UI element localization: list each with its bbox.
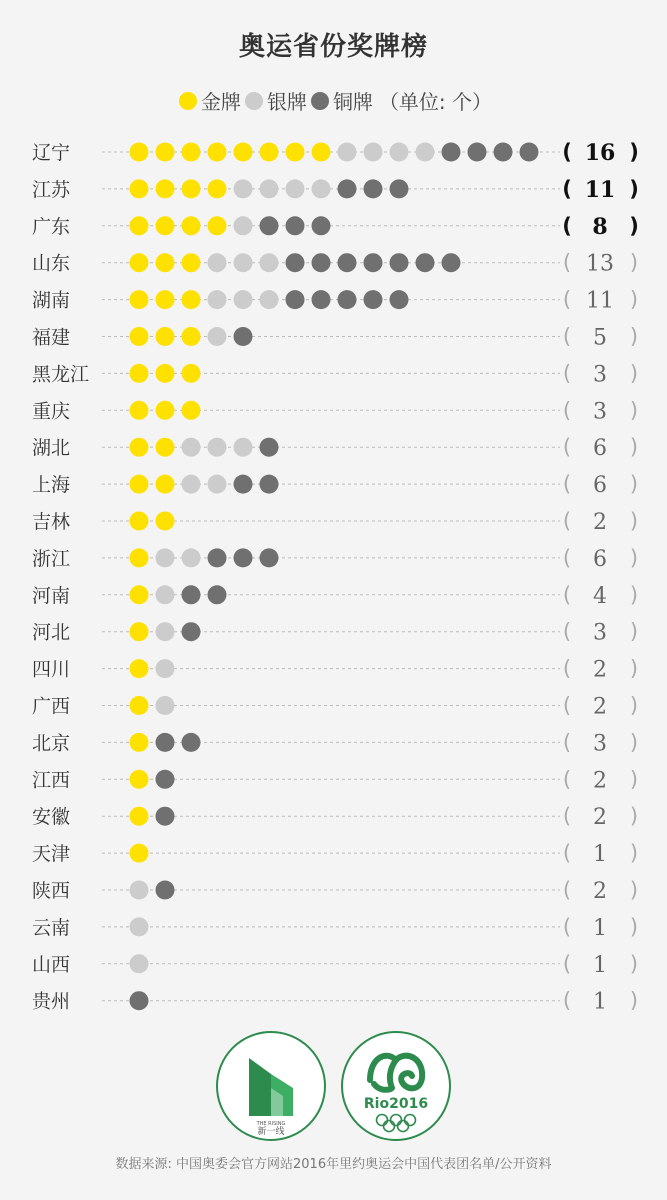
bronze-medal-dot	[286, 253, 305, 272]
silver-medal-dot	[130, 917, 149, 936]
chart-row	[32, 767, 638, 793]
paren-right: )	[629, 582, 639, 607]
chart-row	[32, 694, 638, 720]
gold-medal-dot	[156, 512, 175, 531]
paren-right: )	[629, 398, 639, 423]
legend	[0, 86, 667, 115]
bronze-medal-dot	[156, 881, 175, 900]
total-value: 6	[593, 546, 607, 572]
total-value: 3	[593, 731, 607, 757]
silver-medal-dot	[182, 475, 201, 494]
total-value: 2	[593, 657, 607, 683]
total-value: 2	[593, 768, 607, 794]
bronze-medal-dot	[182, 585, 201, 604]
chart-row	[32, 878, 638, 904]
gold-medal-dot	[182, 401, 201, 420]
gold-medal-dot	[130, 622, 149, 641]
bronze-medal-dot	[234, 327, 253, 346]
paren-left: (	[562, 250, 572, 275]
province-label: 浙江	[32, 547, 71, 570]
province-label: 山西	[32, 953, 71, 976]
gold-medal-dot	[312, 143, 331, 162]
paren-left: (	[562, 878, 572, 902]
paren-right: )	[629, 619, 639, 644]
paren-right: )	[629, 545, 639, 570]
gold-medal-dot	[130, 844, 149, 863]
silver-medal-dot	[208, 475, 227, 494]
province-label: 重庆	[32, 400, 71, 423]
bronze-medal-dot	[442, 253, 461, 272]
paren-right: )	[629, 140, 639, 164]
silver-medal-dot	[208, 438, 227, 457]
chart-row	[32, 509, 638, 535]
province-label: 上海	[32, 474, 71, 497]
total-value: 8	[592, 213, 608, 240]
silver-medal-dot	[286, 179, 305, 198]
total-value: 1	[593, 915, 607, 941]
bronze-medal-dot	[260, 548, 279, 567]
gold-medal-dot	[130, 696, 149, 715]
xinyixian-en: THE RISING	[256, 1121, 286, 1127]
silver-medal-dot	[234, 179, 253, 198]
silver-medal-dot	[156, 622, 175, 641]
paren-right: )	[629, 951, 639, 976]
total-value: 1	[593, 842, 607, 868]
silver-medal-dot	[234, 290, 253, 309]
legend-gold-label: 金牌	[200, 90, 241, 114]
gold-medal-dot	[182, 364, 201, 383]
chart-row	[32, 989, 638, 1015]
rio2016-logo	[340, 1030, 452, 1146]
total-value: 4	[593, 583, 607, 609]
bronze-medal-dot	[208, 585, 227, 604]
paren-right: )	[629, 693, 639, 718]
chart-row	[32, 915, 638, 941]
province-label: 河北	[32, 621, 71, 644]
total-value: 6	[593, 436, 607, 462]
province-label: 北京	[32, 732, 71, 755]
xinyixian-logo-graphic	[215, 1030, 327, 1142]
paren-right: )	[629, 509, 639, 533]
silver-medal-dot	[260, 253, 279, 272]
silver-medal-dot	[156, 696, 175, 715]
gold-medal-dot	[130, 327, 149, 346]
paren-left: (	[562, 213, 572, 238]
silver-swatch	[245, 92, 263, 110]
chart-row	[32, 325, 638, 351]
bronze-medal-dot	[286, 290, 305, 309]
gold-medal-dot	[156, 143, 175, 162]
chart-row	[32, 546, 638, 572]
bronze-medal-dot	[338, 179, 357, 198]
province-label: 山东	[32, 252, 71, 275]
bronze-medal-dot	[182, 733, 201, 752]
gold-medal-dot	[182, 290, 201, 309]
bronze-medal-dot	[156, 770, 175, 789]
gold-medal-dot	[130, 548, 149, 567]
chart-row	[32, 251, 638, 277]
bronze-medal-dot	[234, 548, 253, 567]
province-label: 贵州	[32, 990, 71, 1013]
silver-medal-dot	[234, 438, 253, 457]
bronze-medal-dot	[364, 179, 383, 198]
paren-left: (	[562, 693, 572, 718]
chart-row	[32, 177, 639, 203]
total-value: 11	[584, 176, 616, 203]
paren-left: (	[562, 545, 572, 570]
province-label: 河南	[32, 584, 71, 607]
paren-right: )	[629, 656, 639, 681]
chart-row	[32, 398, 638, 424]
paren-left: (	[562, 951, 572, 976]
paren-left: (	[562, 914, 572, 939]
gold-medal-dot	[156, 364, 175, 383]
bronze-medal-dot	[442, 143, 461, 162]
paren-left: (	[562, 287, 572, 312]
province-label: 湖南	[32, 289, 71, 312]
paren-left: (	[562, 361, 572, 386]
silver-medal-dot	[156, 548, 175, 567]
paren-left: (	[562, 730, 572, 755]
chart-row	[32, 620, 638, 646]
province-label: 黑龙江	[32, 363, 90, 386]
gold-medal-dot	[130, 364, 149, 383]
province-label: 云南	[32, 916, 71, 939]
chart-row	[32, 140, 639, 166]
paren-left: (	[562, 176, 572, 201]
total-value: 2	[593, 510, 607, 535]
gold-medal-dot	[130, 770, 149, 789]
paren-right: )	[629, 730, 639, 755]
province-label: 四川	[32, 658, 71, 681]
silver-medal-dot	[182, 548, 201, 567]
paren-right: )	[629, 804, 639, 829]
paren-right: )	[629, 250, 639, 275]
total-value: 5	[593, 325, 607, 351]
silver-medal-dot	[156, 659, 175, 678]
paren-right: )	[629, 361, 639, 386]
gold-medal-dot	[182, 216, 201, 235]
silver-medal-dot	[156, 585, 175, 604]
bronze-medal-dot	[468, 143, 487, 162]
gold-swatch	[179, 92, 197, 110]
bronze-medal-dot	[130, 991, 149, 1010]
province-label: 陕西	[32, 880, 71, 902]
total-value: 3	[593, 620, 607, 646]
gold-medal-dot	[130, 512, 149, 531]
gold-medal-dot	[260, 143, 279, 162]
province-label: 吉林	[32, 511, 71, 533]
bronze-medal-dot	[260, 216, 279, 235]
gold-medal-dot	[182, 327, 201, 346]
bronze-medal-dot	[338, 290, 357, 309]
total-value: 13	[586, 251, 614, 277]
gold-medal-dot	[130, 290, 149, 309]
silver-medal-dot	[130, 954, 149, 973]
province-label: 福建	[32, 326, 71, 349]
total-value: 1	[593, 952, 607, 978]
chart-row	[32, 730, 638, 756]
paren-left: (	[562, 804, 572, 829]
paren-left: (	[562, 988, 572, 1013]
total-value: 11	[586, 288, 614, 314]
province-label: 广西	[32, 695, 71, 718]
paren-left: (	[562, 324, 572, 349]
bronze-medal-dot	[286, 216, 305, 235]
bronze-medal-dot	[312, 253, 331, 272]
silver-medal-dot	[234, 253, 253, 272]
legend-unit: （单位: 个）	[378, 90, 493, 114]
bronze-medal-dot	[390, 253, 409, 272]
gold-medal-dot	[286, 143, 305, 162]
bronze-medal-dot	[390, 179, 409, 198]
chart-row	[32, 657, 638, 683]
bronze-medal-dot	[312, 290, 331, 309]
silver-medal-dot	[390, 143, 409, 162]
paren-left: (	[562, 398, 572, 423]
chart-row	[32, 214, 639, 240]
silver-medal-dot	[312, 179, 331, 198]
total-value: 3	[593, 399, 607, 425]
province-label: 天津	[32, 843, 71, 866]
xinyixian-cn: 新一线	[257, 1127, 285, 1137]
medal-dot-chart	[0, 130, 667, 1020]
gold-medal-dot	[130, 585, 149, 604]
bronze-medal-dot	[208, 548, 227, 567]
total-value: 2	[593, 694, 607, 720]
province-label: 辽宁	[32, 142, 71, 164]
bronze-medal-dot	[494, 143, 513, 162]
gold-medal-dot	[182, 253, 201, 272]
gold-medal-dot	[130, 179, 149, 198]
silver-medal-dot	[260, 179, 279, 198]
chart-row	[32, 804, 638, 830]
gold-medal-dot	[156, 438, 175, 457]
gold-medal-dot	[130, 143, 149, 162]
bronze-medal-dot	[234, 475, 253, 494]
bronze-medal-dot	[260, 438, 279, 457]
bronze-swatch	[311, 92, 329, 110]
paren-left: (	[562, 140, 572, 164]
total-value: 3	[593, 362, 607, 388]
gold-medal-dot	[130, 659, 149, 678]
paren-left: (	[562, 767, 572, 792]
silver-medal-dot	[182, 438, 201, 457]
paren-right: )	[629, 841, 639, 866]
chart-row	[32, 361, 638, 387]
gold-medal-dot	[208, 179, 227, 198]
gold-medal-dot	[156, 475, 175, 494]
gold-medal-dot	[156, 216, 175, 235]
source-note: 数据来源: 中国奥委会官方网站2016年里约奥运会中国代表团名单/公开资料	[115, 1157, 552, 1172]
paren-right: )	[629, 435, 639, 460]
bronze-medal-dot	[520, 143, 539, 162]
gold-medal-dot	[182, 179, 201, 198]
gold-medal-dot	[208, 143, 227, 162]
gold-medal-dot	[130, 438, 149, 457]
gold-medal-dot	[130, 401, 149, 420]
legend-bronze-label: 铜牌	[332, 90, 373, 114]
total-value: 2	[593, 805, 607, 831]
province-label: 安徽	[32, 806, 71, 829]
paren-right: )	[629, 878, 639, 902]
gold-medal-dot	[130, 733, 149, 752]
bronze-medal-dot	[156, 807, 175, 826]
paren-right: )	[629, 287, 639, 312]
total-value: 2	[593, 879, 607, 904]
total-value: 16	[584, 140, 616, 166]
bronze-medal-dot	[364, 290, 383, 309]
paren-left: (	[562, 582, 572, 607]
province-label: 江西	[32, 769, 71, 792]
gold-medal-dot	[130, 807, 149, 826]
chart-row	[32, 583, 638, 609]
gold-medal-dot	[156, 401, 175, 420]
silver-medal-dot	[364, 143, 383, 162]
chart-row	[32, 288, 638, 314]
chart-row	[32, 472, 638, 498]
paren-left: (	[562, 472, 572, 497]
paren-right: )	[629, 914, 639, 939]
chart-row	[32, 435, 638, 461]
bronze-medal-dot	[156, 733, 175, 752]
bronze-medal-dot	[260, 475, 279, 494]
total-value: 6	[593, 473, 607, 499]
chart-title: 奥运省份奖牌榜	[238, 32, 428, 62]
chart-row	[32, 841, 638, 867]
gold-medal-dot	[182, 143, 201, 162]
bronze-medal-dot	[338, 253, 357, 272]
paren-right: )	[629, 324, 639, 349]
silver-medal-dot	[338, 143, 357, 162]
legend-silver-label: 银牌	[266, 90, 307, 114]
gold-medal-dot	[208, 216, 227, 235]
paren-right: )	[629, 767, 639, 792]
bronze-medal-dot	[182, 622, 201, 641]
xinyixian-logo	[215, 1030, 327, 1146]
silver-medal-dot	[208, 290, 227, 309]
province-label: 湖北	[32, 437, 71, 460]
bronze-medal-dot	[416, 253, 435, 272]
province-label: 江苏	[32, 178, 71, 201]
paren-left: (	[562, 509, 572, 533]
paren-right: )	[629, 988, 639, 1013]
paren-right: )	[629, 472, 639, 497]
gold-medal-dot	[130, 475, 149, 494]
silver-medal-dot	[208, 327, 227, 346]
gold-medal-dot	[234, 143, 253, 162]
rio2016-logo-graphic	[340, 1030, 452, 1142]
gold-medal-dot	[130, 253, 149, 272]
paren-right: )	[629, 213, 639, 238]
silver-medal-dot	[416, 143, 435, 162]
paren-left: (	[562, 656, 572, 681]
bronze-medal-dot	[364, 253, 383, 272]
gold-medal-dot	[156, 253, 175, 272]
gold-medal-dot	[156, 290, 175, 309]
chart-row	[32, 952, 638, 978]
bronze-medal-dot	[390, 290, 409, 309]
rio-text: Rio2016	[363, 1096, 429, 1112]
paren-left: (	[562, 841, 572, 866]
paren-right: )	[629, 176, 639, 201]
province-label: 广东	[32, 215, 71, 238]
silver-medal-dot	[130, 881, 149, 900]
bronze-medal-dot	[312, 216, 331, 235]
total-value: 1	[593, 989, 607, 1015]
silver-medal-dot	[234, 216, 253, 235]
silver-medal-dot	[260, 290, 279, 309]
paren-left: (	[562, 435, 572, 460]
silver-medal-dot	[208, 253, 227, 272]
gold-medal-dot	[130, 216, 149, 235]
gold-medal-dot	[156, 179, 175, 198]
paren-left: (	[562, 619, 572, 644]
gold-medal-dot	[156, 327, 175, 346]
